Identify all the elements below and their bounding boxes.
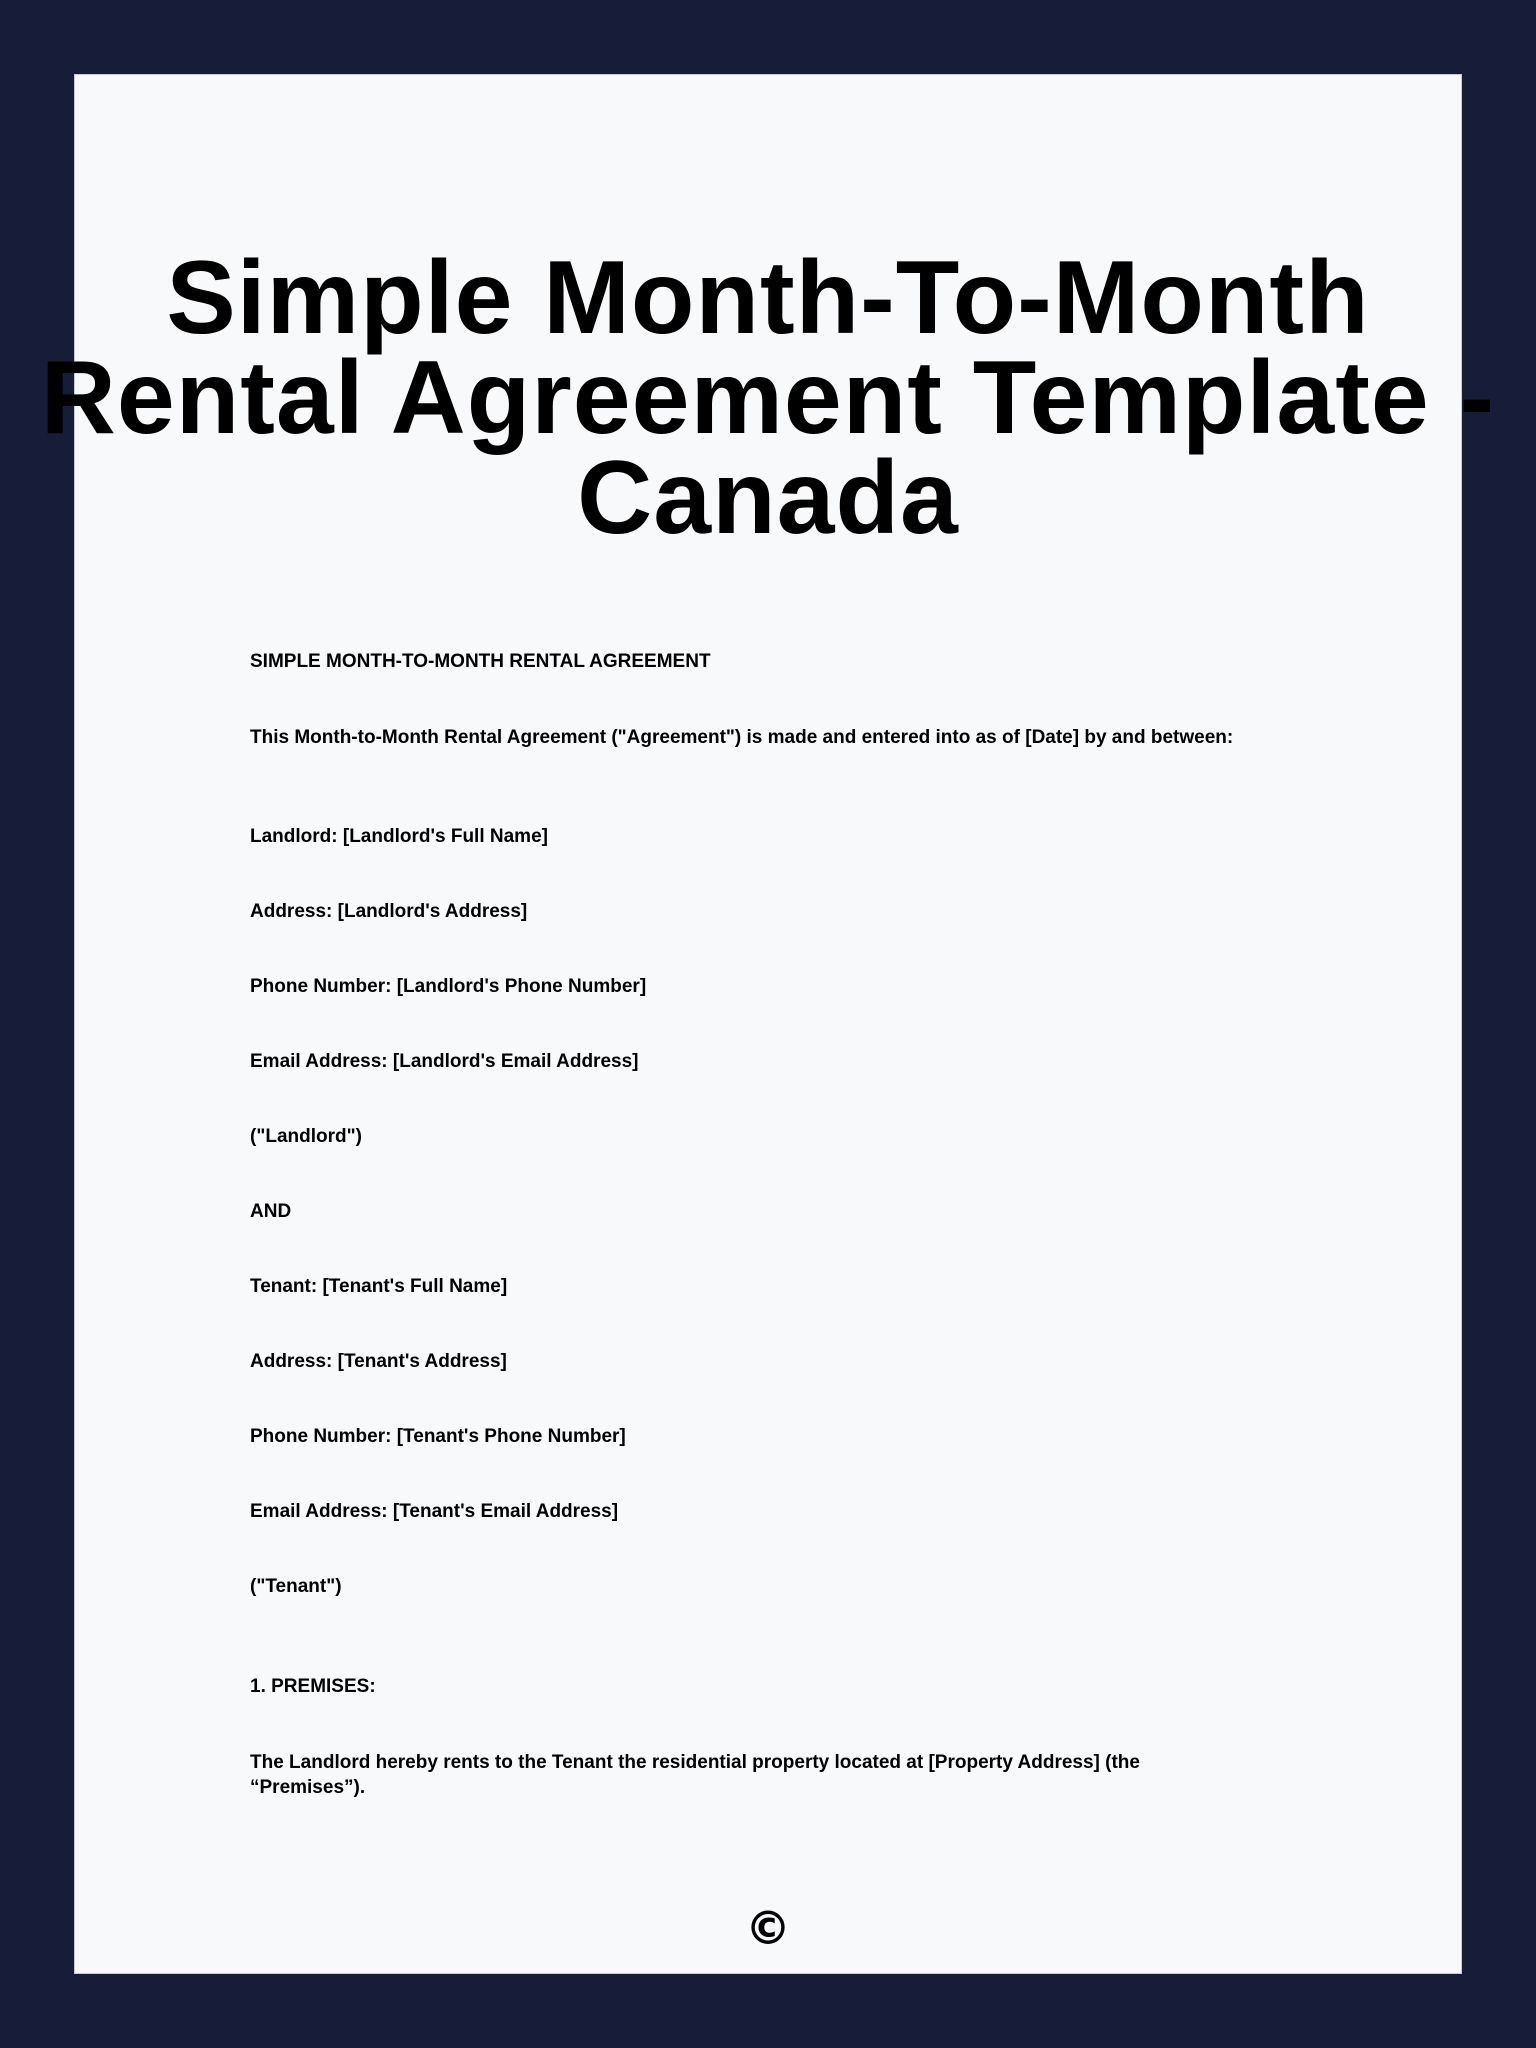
- title-line-1: Simple Month-To-Month: [166, 240, 1370, 356]
- tenant-phone: Phone Number: [Tenant's Phone Number]: [250, 1426, 626, 1447]
- title-line-3: Canada: [577, 440, 959, 556]
- section-1-text-line-1: The Landlord hereby rents to the Tenant the residential property located at [Property Address] (the: [250, 1752, 1140, 1773]
- title-line-2: Rental Agreement Template -: [40, 340, 1496, 456]
- section-1-heading: 1. PREMISES:: [250, 1676, 376, 1697]
- copyright-symbol: ©: [745, 1901, 791, 1955]
- section-1-text-line-2: “Premises”).: [250, 1777, 366, 1798]
- and-conjunction: AND: [250, 1201, 292, 1222]
- tenant-designation: ("Tenant"): [250, 1576, 342, 1597]
- landlord-name: Landlord: [Landlord's Full Name]: [250, 826, 548, 847]
- agreement-heading: SIMPLE MONTH-TO-MONTH RENTAL AGREEMENT: [250, 651, 711, 672]
- tenant-name: Tenant: [Tenant's Full Name]: [250, 1276, 508, 1297]
- landlord-email: Email Address: [Landlord's Email Address]: [250, 1051, 639, 1072]
- intro-paragraph: This Month-to-Month Rental Agreement ("Agreement") is made and entered into as of [Date] by and between:: [250, 727, 1234, 748]
- section-1-text: [250, 1750, 1250, 1800]
- landlord-address: Address: [Landlord's Address]: [250, 901, 528, 922]
- landlord-designation: ("Landlord"): [250, 1126, 362, 1147]
- landlord-phone: Phone Number: [Landlord's Phone Number]: [250, 976, 647, 997]
- tenant-email: Email Address: [Tenant's Email Address]: [250, 1501, 619, 1522]
- document-title: [0, 240, 1536, 556]
- tenant-address: Address: [Tenant's Address]: [250, 1351, 507, 1372]
